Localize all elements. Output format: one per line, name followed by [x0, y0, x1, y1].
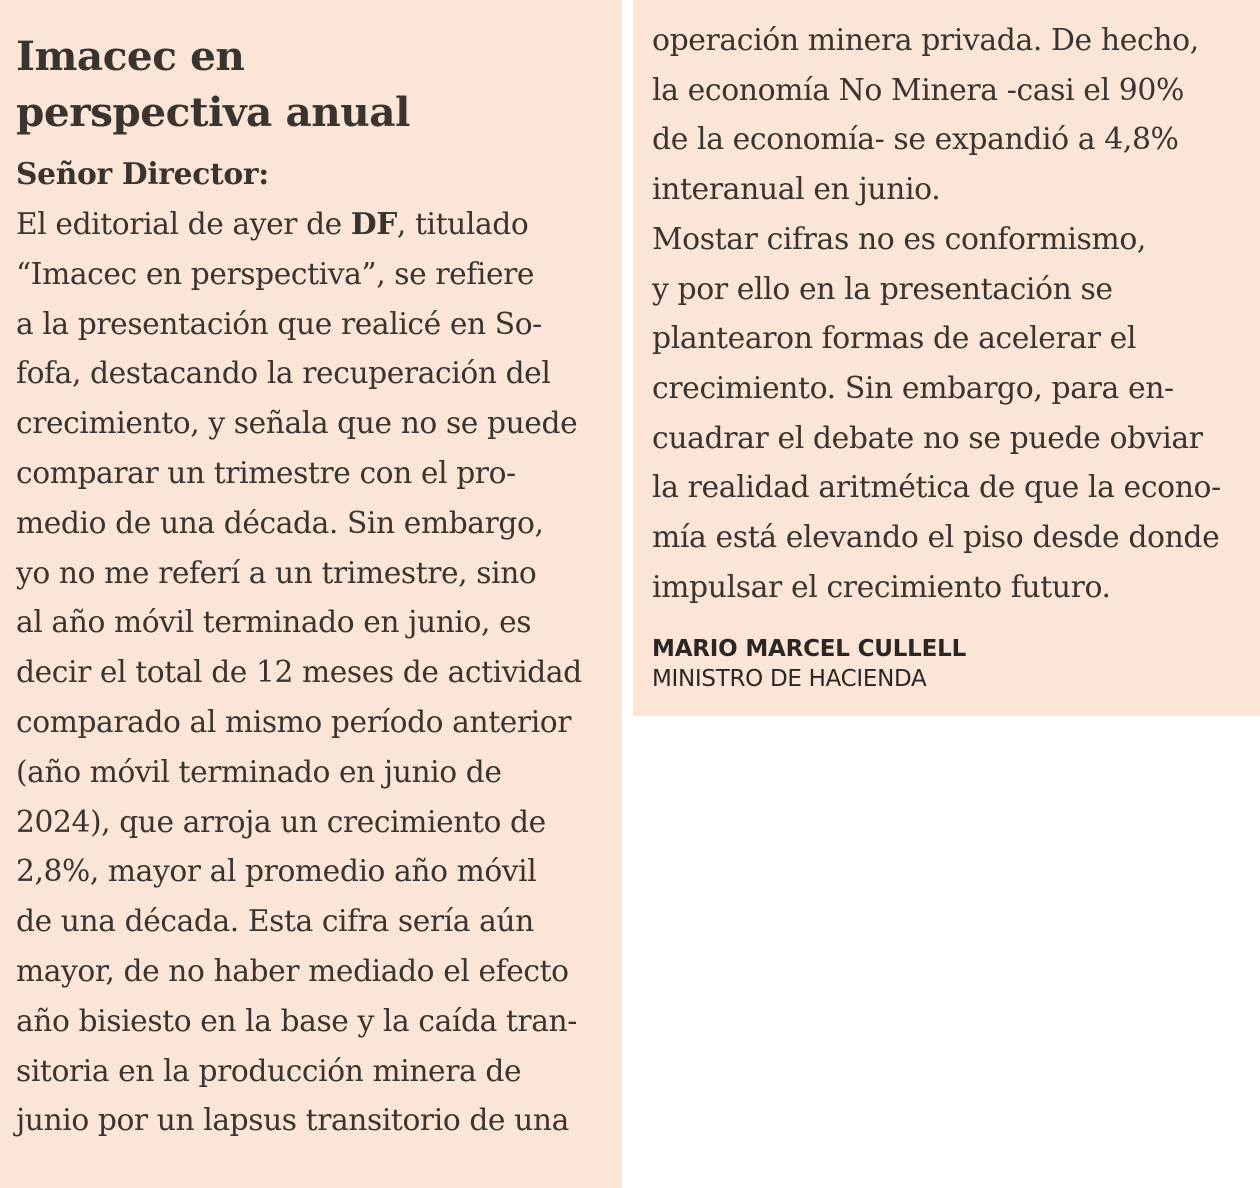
body-line: cuadrar el debate no se puede obviar	[652, 420, 1203, 456]
body-line: decir el total de 12 meses de actividad	[16, 655, 582, 691]
body-line: Mostar cifras no es conformismo,	[652, 221, 1146, 257]
headline-line-1: Imacec en	[16, 32, 245, 80]
letter-body-left	[16, 200, 622, 1146]
signature-block	[652, 634, 1260, 694]
author-role: MINISTRO DE HACIENDA	[652, 666, 927, 693]
body-line: de una década. Esta cifra sería aún	[16, 904, 534, 940]
letter-column-left	[0, 0, 622, 1188]
body-line: a la presentación que realicé en So-	[16, 306, 542, 342]
body-line: plantearon formas de acelerar el	[652, 321, 1137, 357]
body-line: (año móvil terminado en junio de	[16, 754, 502, 790]
headline	[16, 28, 622, 140]
body-line: yo no me referí a un trimestre, sino	[16, 555, 537, 591]
body-line: mía está elevando el piso desde donde	[652, 520, 1220, 556]
body-line: operación minera privada. De hecho,	[652, 23, 1199, 58]
body-line-suffix: , titulado	[396, 207, 529, 242]
body-line: mayor, de no haber mediado el efecto	[16, 953, 569, 989]
letter-body-right	[652, 16, 1260, 612]
body-line: interanual en junio.	[652, 172, 941, 208]
body-line	[16, 200, 622, 250]
letter-column-right	[633, 0, 1260, 716]
salutation: Señor Director:	[16, 157, 269, 192]
body-line: fofa, destacando la recuperación del	[16, 356, 551, 392]
body-line: 2,8%, mayor al promedio año móvil	[16, 854, 537, 890]
body-line: al año móvil terminado en junio, es	[16, 605, 532, 641]
body-line: crecimiento, y señala que no se puede	[16, 406, 578, 442]
headline-line-2: perspectiva anual	[16, 88, 410, 136]
author-name: MARIO MARCEL CULLELL	[652, 636, 967, 663]
body-line: 2024), que arroja un crecimiento de	[16, 804, 546, 840]
body-line: la realidad aritmética de que la econo-	[652, 470, 1221, 506]
body-line: comparar un trimestre con el pro-	[16, 455, 516, 491]
body-line: de la economía- se expandió a 4,8%	[652, 122, 1179, 158]
body-line: crecimiento. Sin embargo, para en-	[652, 370, 1174, 406]
body-line: comparado al mismo período anterior	[16, 704, 572, 740]
body-line: medio de una década. Sin embargo,	[16, 505, 544, 541]
body-line: sitoria en la producción minera de	[16, 1053, 522, 1089]
body-line: año bisiesto en la base y la caída tran-	[16, 1003, 577, 1039]
body-line: junio por un lapsus transitorio de una	[16, 1103, 569, 1139]
body-line: la economía No Minera -casi el 90%	[652, 72, 1184, 108]
body-line: impulsar el crecimiento futuro.	[652, 569, 1111, 605]
publication-name: DF	[350, 207, 397, 242]
body-line-prefix: El editorial de ayer de	[16, 207, 351, 242]
body-line: “Imacec en perspectiva”, se refiere	[16, 256, 535, 292]
body-line: y por ello en la presentación se	[652, 271, 1113, 307]
